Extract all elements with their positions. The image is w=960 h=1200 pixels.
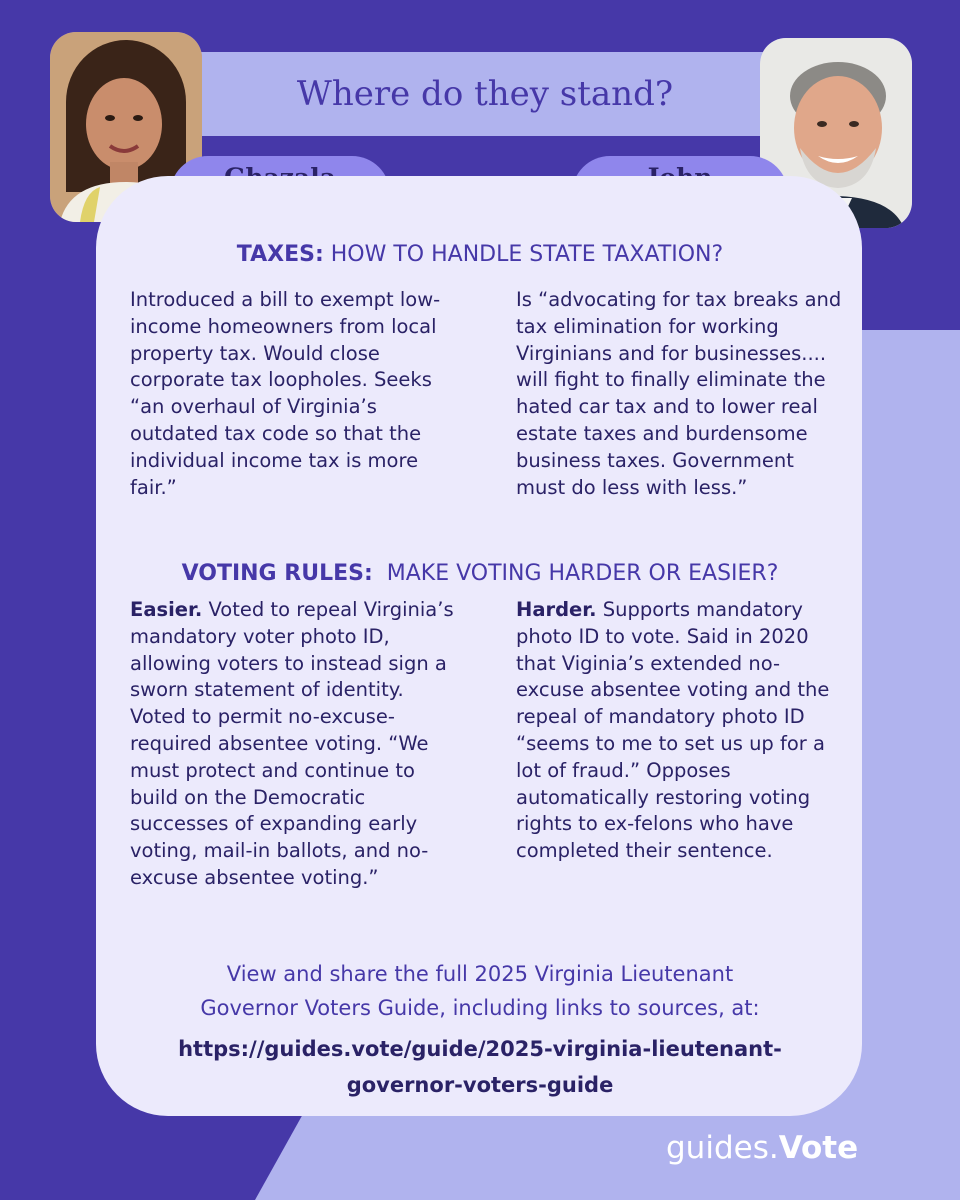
section-heading-taxes xyxy=(0,242,960,267)
heading-topic: TAXES: xyxy=(236,242,324,267)
page-title: Where do they stand? xyxy=(296,74,674,114)
voting-right-text xyxy=(516,597,846,865)
footer-line-1: View and share the full 2025 Virginia Lieutenant xyxy=(226,962,734,986)
guide-link-line-2[interactable]: governor-voters-guide xyxy=(346,1073,614,1097)
position-detail: Supports mandatory photo ID to vote. Said in 2020 that Viginia’s extended no-excuse absentee voting and the repeal of mandatory photo ID “seems to me to set us up for a lot of fraud.” Opposes automatically restoring voting rights to ex-felons who have completed their sentence. xyxy=(516,598,830,863)
position-label: Harder. xyxy=(516,598,597,621)
position-detail: Voted to repeal Virginia’s mandatory voter photo ID, allowing voters to instead sign a sworn statement of identity. Voted to permit no-excuse-required absentee voting. “We must protect and continue to build on the Democratic successes of expanding early voting, mail-in ballots, and no-excuse absentee voting.” xyxy=(130,598,454,889)
title-banner xyxy=(200,52,770,136)
taxes-left-text: Introduced a bill to exempt low-income homeowners from local property tax. Would close corporate tax loopholes. Seeks “an overhaul of Virginia’s outdated tax code so that the individual income tax is more fair.” xyxy=(130,288,441,499)
voting-left-text xyxy=(130,597,460,892)
logo-vote-text: Vote xyxy=(778,1130,859,1166)
heading-question: HOW TO HANDLE STATE TAXATION? xyxy=(323,242,724,267)
taxes-right-text: Is “advocating for tax breaks and tax elimination for working Virginians and for businesses.... will fight to finally eliminate the hated car tax and to lower real estate taxes and burdensome business taxes. Government must do less with less.” xyxy=(516,288,842,499)
logo-text: guides. xyxy=(666,1130,779,1166)
section-heading-voting xyxy=(0,561,960,586)
guides-vote-logo xyxy=(666,1130,858,1166)
guide-link-line-1[interactable]: https://guides.vote/guide/2025-virginia-lieutenant- xyxy=(178,1037,782,1061)
heading-question: MAKE VOTING HARDER OR EASIER? xyxy=(372,561,779,586)
heading-topic: VOTING RULES: xyxy=(181,561,373,586)
footer-line-2: Governor Voters Guide, including links to sources, at: xyxy=(200,996,760,1020)
position-label: Easier. xyxy=(130,598,203,621)
